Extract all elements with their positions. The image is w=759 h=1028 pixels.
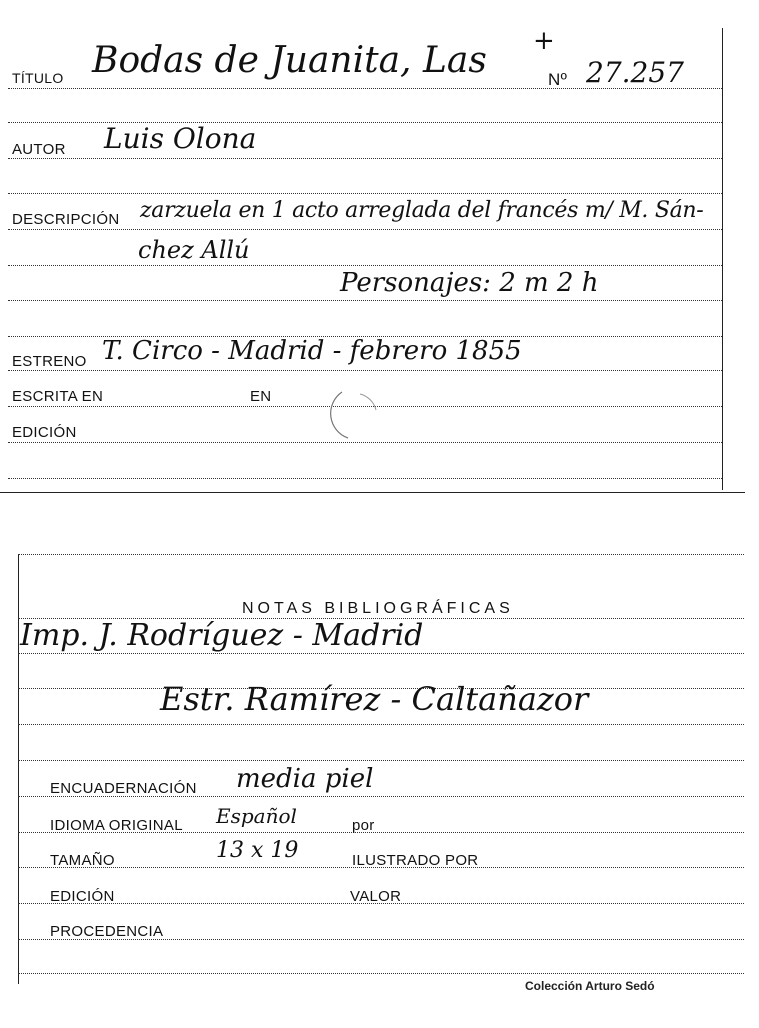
numero-label: Nº (548, 70, 568, 89)
faint-stamp-mark (318, 384, 398, 444)
rule (18, 760, 744, 761)
rule (18, 973, 744, 974)
handwritten-descripcion-2: chez Allú (138, 236, 250, 264)
titulo-label: TÍTULO (12, 70, 64, 86)
rule (8, 158, 722, 159)
top-card-right-edge (722, 28, 723, 490)
handwritten-encuadernacion: media piel (236, 764, 374, 794)
rule (18, 724, 744, 725)
handwritten-titulo: Bodas de Juanita, Las (92, 40, 487, 81)
bottom-card (0, 540, 759, 1028)
rule (8, 300, 722, 301)
encuadernacion-label: ENCUADERNACIÓN (50, 780, 197, 797)
rule (8, 193, 722, 194)
idioma-original-label: IDIOMA ORIGINAL (50, 817, 183, 834)
tamano-label: TAMAÑO (50, 852, 115, 869)
rule (8, 265, 722, 266)
valor-label: VALOR (350, 888, 402, 905)
rule (8, 229, 722, 230)
ilustrado-por-label: ILUSTRADO POR (352, 852, 479, 869)
notas-bibliograficas-heading: NOTAS BIBLIOGRÁFICAS (242, 600, 514, 617)
handwritten-idioma-original: Español (216, 804, 297, 828)
coleccion-footer: Colección Arturo Sedó (525, 979, 655, 993)
handwritten-mark: + (533, 26, 555, 56)
handwritten-estreno: T. Circo - Madrid - febrero 1855 (102, 336, 522, 366)
procedencia-label: PROCEDENCIA (50, 923, 164, 940)
top-card (0, 0, 759, 495)
handwritten-notas-2: Estr. Ramírez - Caltañazor (160, 680, 589, 718)
escrita-en-label: ESCRITA EN (12, 388, 104, 405)
handwritten-notas-1: Imp. J. Rodríguez - Madrid (20, 618, 424, 653)
rule (8, 370, 722, 371)
por-label: por (352, 817, 375, 834)
edicion-label-bottom: EDICIÓN (50, 888, 115, 905)
edicion-label: EDICIÓN (12, 424, 77, 441)
card-separator (0, 492, 745, 493)
bottom-card-top-edge (18, 554, 744, 555)
rule (8, 478, 722, 479)
handwritten-descripcion-1: zarzuela en 1 acto arreglada del francés m/ M. Sán- (140, 198, 704, 223)
handwritten-numero: 27.257 (586, 56, 684, 89)
estreno-label: ESTRENO (12, 353, 87, 370)
handwritten-tamano: 13 x 19 (216, 838, 299, 863)
autor-label: AUTOR (12, 141, 66, 158)
rule (18, 653, 744, 654)
handwritten-autor: Luis Olona (104, 122, 257, 155)
handwritten-personajes: Personajes: 2 m 2 h (340, 268, 599, 298)
en-label: EN (250, 388, 272, 405)
descripcion-label: DESCRIPCIÓN (12, 211, 120, 228)
